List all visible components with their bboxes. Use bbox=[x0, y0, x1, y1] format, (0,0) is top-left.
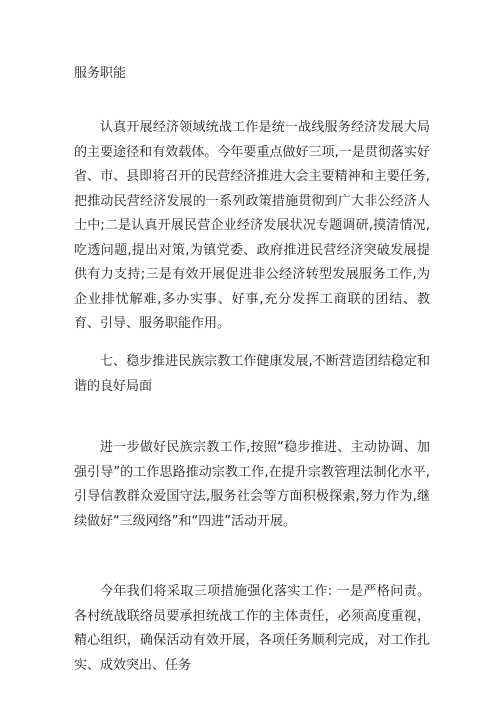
paragraph-ethnic-religious-work: 进一步做好民族宗教工作,按照“稳步推进、主动协调、加强引导”的工作思路推动宗教工作,在提升宗教管理法制化水平,引导信教群众爱国守法,服务社会等方面积极探索,努力作为,继续做好“三级网络”和“四进”活动开展。 bbox=[74, 440, 430, 529]
section-heading-seven: 七、稳步推进民族宗教工作健康发展,不断营造团结稳定和谐的良好局面 bbox=[74, 354, 430, 394]
continued-heading: 服务职能 bbox=[74, 66, 127, 81]
paragraph-economic-united-front: 认真开展经济领域统战工作是统一战线服务经济发展大局的主要途径和有效载体。今年要重点做好三项,一是贯彻落实好省、市、县即将召开的民营经济推进大会主要精神和主要任务,把推动民营经济发展的一系列政策措施贯彻到广大非公经济人士中;二是认真开展民营企业经济发展状况专题调研,摸清情况,吃透问题,提出对策,为镇党委、政府推进民营经济突破发展提供有力支持;三是有效开展促进非公经济转型发展服务工作,为企业排忧解难,多办实事、好事,充分发挥工商联的团结、教育、引导、服务职能作用。 bbox=[74, 120, 430, 331]
paragraph-three-measures: 今年我们将采取三项措施强化落实工作: 一是严格问责。各村统战联络员要承担统战工作的主体责任，必须高度重视，精心组织，确保活动有效开展，各项任务顺利完成，对工作扎实、成效突出、任务 bbox=[74, 584, 430, 673]
